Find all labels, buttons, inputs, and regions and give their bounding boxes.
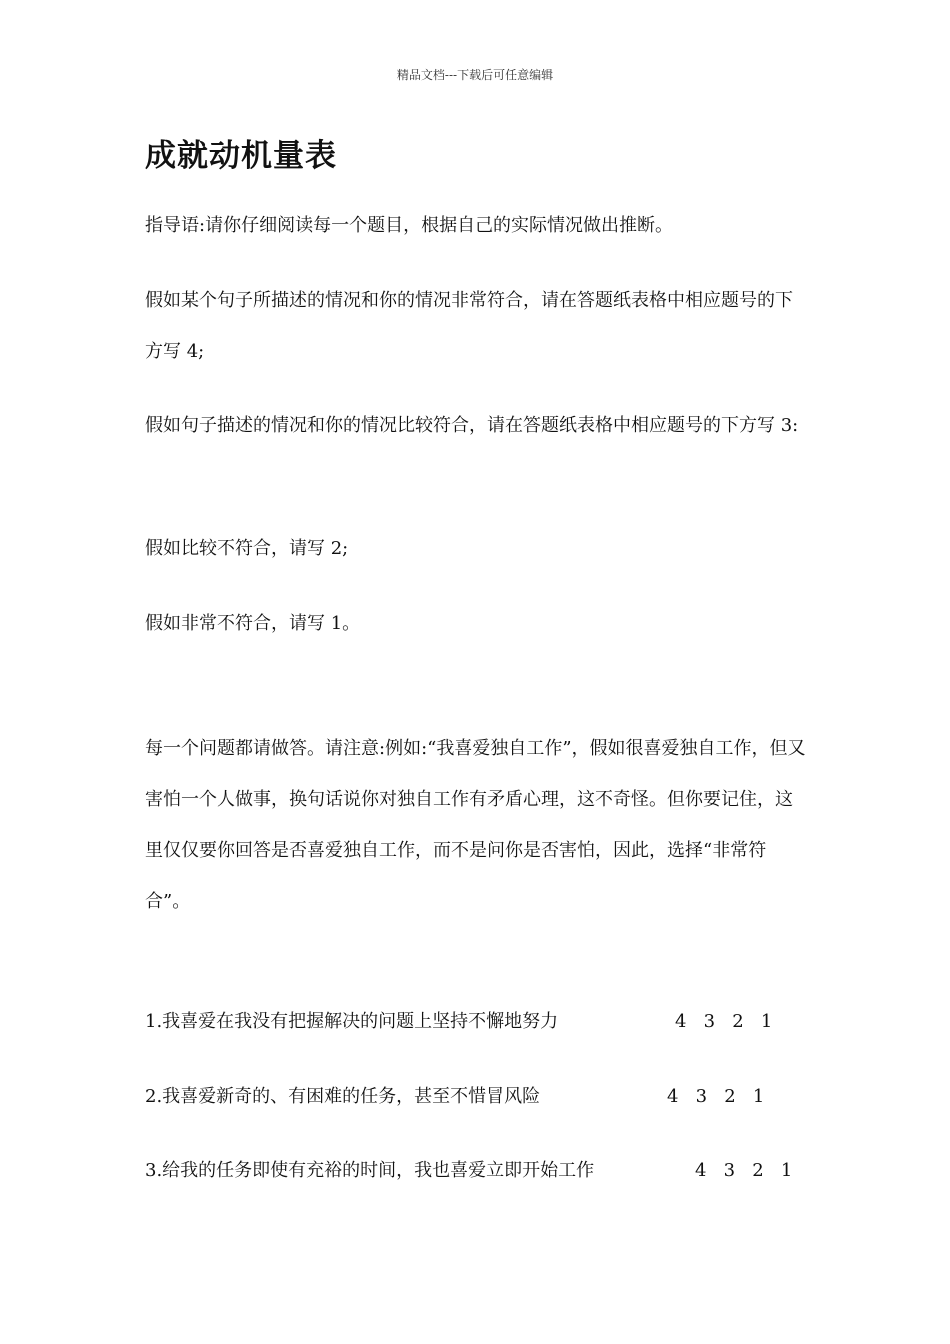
- header-note: 精品文档---下载后可任意编辑: [396, 68, 554, 82]
- instruction-guide: 指导语:请你仔细阅读每一个题目，根据自己的实际情况做出推断。: [145, 215, 674, 236]
- question-text: 1.我喜爱在我没有把握解决的问题上坚持不懈地努力: [145, 1011, 559, 1032]
- question-item: [145, 1156, 793, 1186]
- rating-scale: 4 3 2 1: [667, 1086, 765, 1107]
- instruction-score-1: 假如非常不符合，请写 1。: [145, 613, 361, 634]
- question-item: [145, 1082, 765, 1112]
- question-item: [145, 1007, 773, 1037]
- rating-scale: 4 3 2 1: [695, 1160, 793, 1181]
- rating-scale: 4 3 2 1: [675, 1011, 773, 1032]
- instruction-note: 每一个问题都请做答。请注意:例如:“我喜爱独自工作”，假如很喜爱独自工作，但又害怕一个人做事，换句话说你对独自工作有矛盾心理，这不奇怪。但你要记住，这里仅仅要你回答是否喜爱独自工作，而不是问你是否害怕，因此，选择“非常符合”。: [145, 738, 806, 912]
- page-title: 成就动机量表: [145, 138, 337, 174]
- instruction-score-4: 假如某个句子所描述的情况和你的情况非常符合，请在答题纸表格中相应题号的下方写 4;: [145, 290, 793, 362]
- instruction-score-3: 假如句子描述的情况和你的情况比较符合，请在答题纸表格中相应题号的下方写 3:: [145, 415, 799, 436]
- question-text: 3.给我的任务即使有充裕的时间，我也喜爱立即开始工作: [145, 1160, 595, 1181]
- question-text: 2.我喜爱新奇的、有困难的任务，甚至不惜冒风险: [145, 1086, 541, 1107]
- instruction-score-2: 假如比较不符合，请写 2;: [145, 538, 349, 559]
